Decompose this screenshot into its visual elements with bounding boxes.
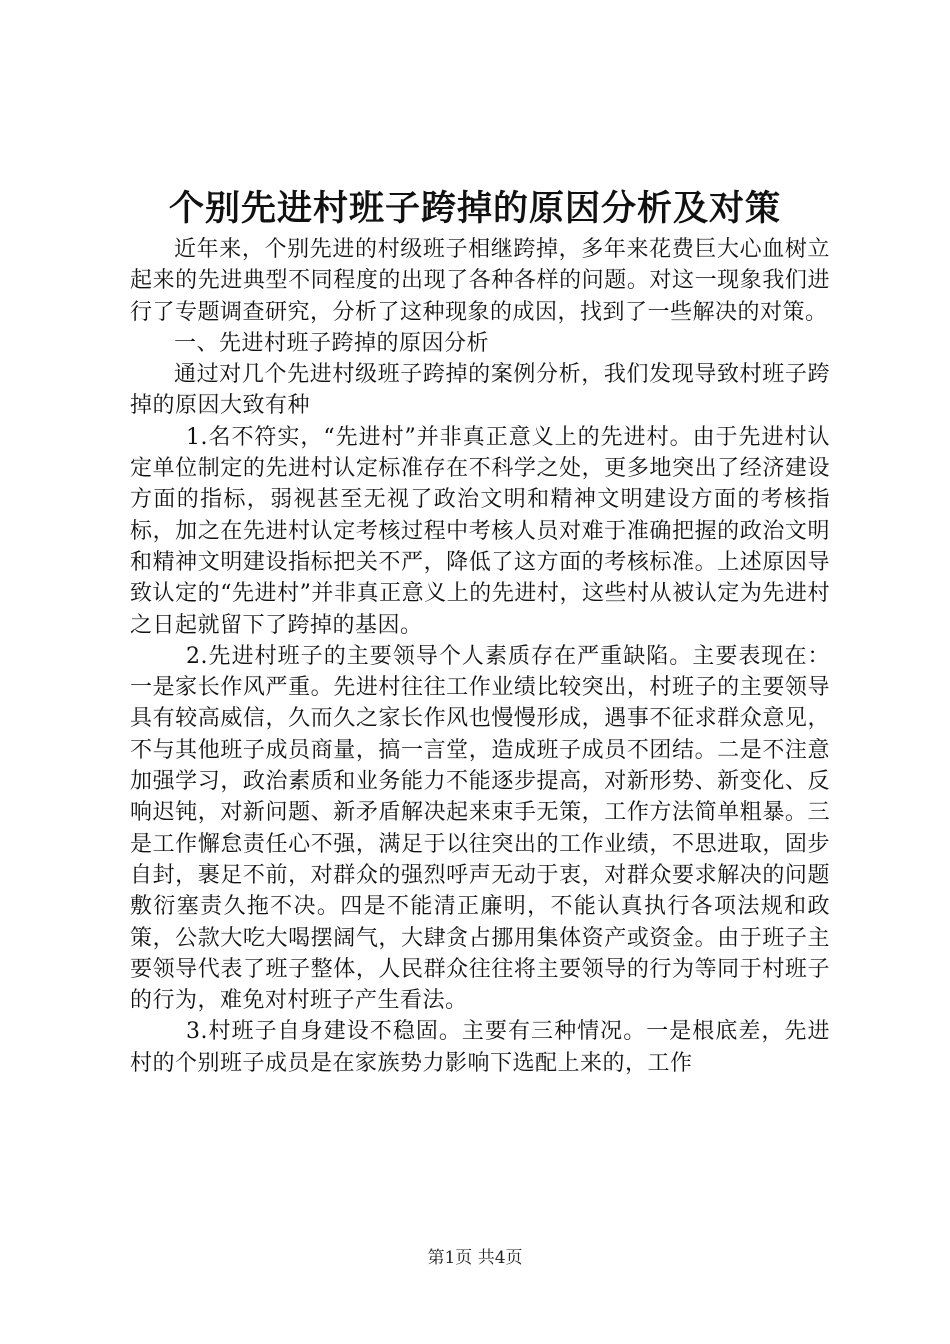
- numbered-paragraph-3: 3.村班子自身建设不稳固。主要有三种情况。一是根底差，先进村的个别班子成员是在家族势力影响下选配上来的，工作: [130, 1019, 830, 1076]
- section-heading: 一、先进村班子跨掉的原因分析: [174, 330, 490, 356]
- page-footer: 第1页 共4页: [427, 1248, 523, 1268]
- intro-paragraph: 近年来，个别先进的村级班子相继跨掉，多年来花费巨大心血树立起来的先进典型不同程度的出现了各种各样的问题。对这一现象我们进行了专题调查研究，分析了这种现象的成因，找到了一些解决的对策。: [130, 237, 830, 325]
- document-body: [130, 234, 830, 1079]
- body-paragraph: 通过对几个先进村级班子跨掉的案例分析，我们发现导致村班子跨掉的原因大致有种: [130, 362, 830, 419]
- document-title: 个别先进村班子跨掉的原因分析及对策: [168, 189, 781, 229]
- numbered-paragraph-2: 2.先进村班子的主要领导个人素质存在严重缺陷。主要表现在：一是家长作风严重。先进村往往工作业绩比较突出，村班子的主要领导具有较高威信，久而久之家长作风也慢慢形成，遇事不征求群众意见，不与其他班子成员商量，搞一言堂，造成班子成员不团结。二是不注意加强学习，政治素质和业务能力不能逐步提高，对新形势、新变化、反响迟钝，对新问题、新矛盾解决起来束手无策，工作方法简单粗暴。三是工作懈怠责任心不强，满足于以往突出的工作业绩，不思进取，固步自封，裹足不前，对群众的强烈呼声无动于衷，对群众要求解决的问题敷衍塞责久拖不决。四是不能清正廉明，不能认真执行各项法规和政策，公款大吃大喝摆阔气，大肆贪占挪用集体资产或资金。由于班子主要领导代表了班子整体，人民群众往往将主要领导的行为等同于村班子的行为，难免对村班子产生看法。: [130, 643, 830, 1014]
- numbered-paragraph-1: 1.名不符实，“先进村”并非真正意义上的先进村。由于先进村认定单位制定的先进村认定标准存在不科学之处，更多地突出了经济建设方面的指标，弱视甚至无视了政治文明和精神文明建设方面的考核指标，加之在先进村认定考核过程中考核人员对难于准确把握的政治文明和精神文明建设指标把关不严，降低了这方面的考核标准。上述原因导致认定的“先进村”并非真正意义上的先进村，这些村从被认定为先进村之日起就留下了跨掉的基因。: [130, 424, 830, 638]
